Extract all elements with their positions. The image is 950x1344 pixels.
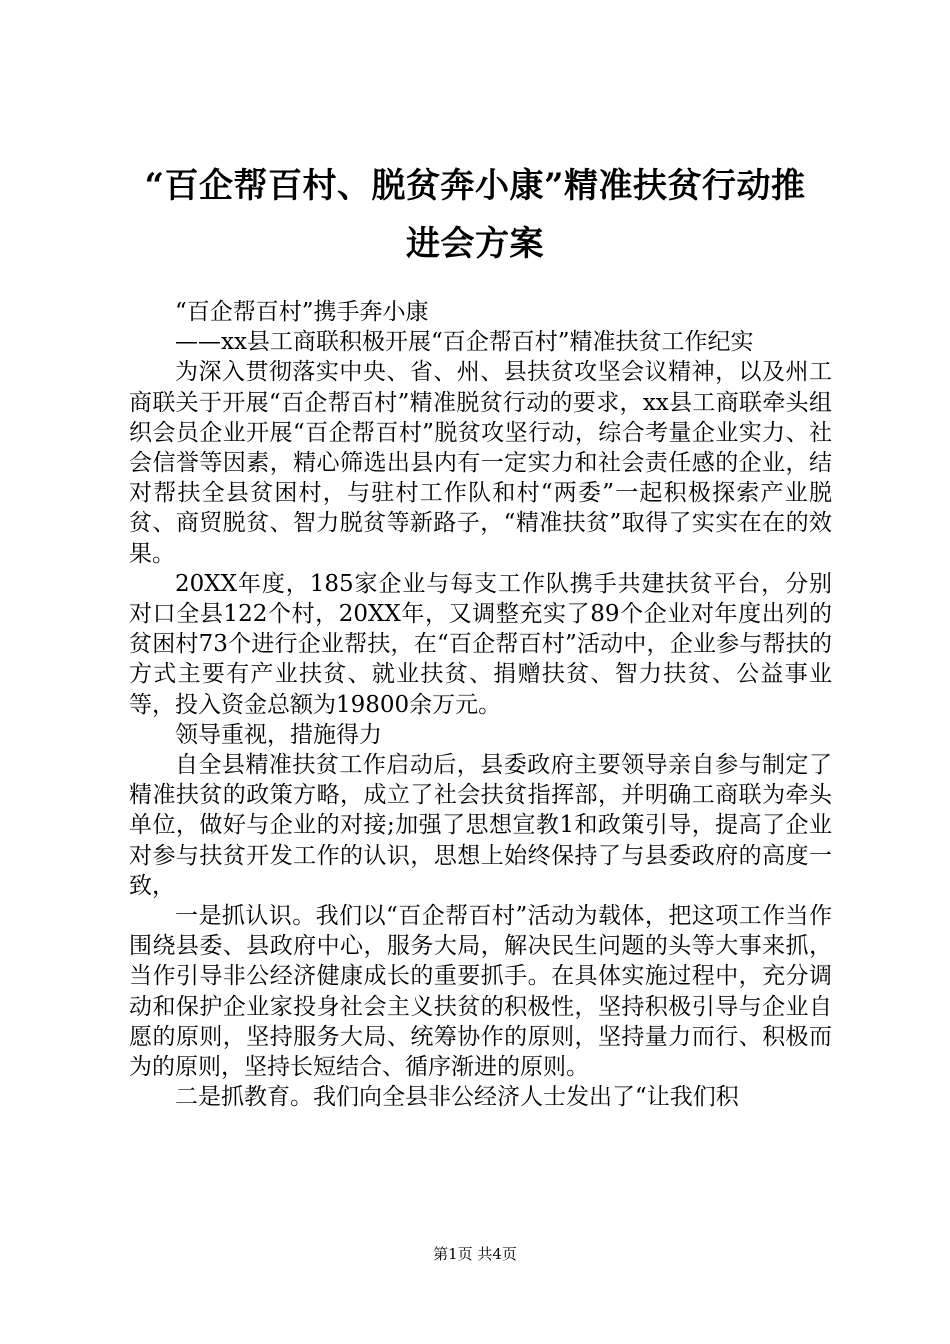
paragraph: 为深入贯彻落实中央、省、州、县扶贫攻坚会议精神，以及州工商联关于开展“百企帮百村”精准脱贫行动的要求，xx县工商联牵头组织会员企业开展“百企帮百村”脱贫攻坚行动，综合考量企业实力、社会信誉等因素，精心筛选出县内有一定实力和社会责任感的企业，结对帮扶全县贫困村，与驻村工作队和村“两委”一起积极探索产业脱贫、商贸脱贫、智力脱贫等新路子，“精准扶贫”取得了实实在在的效果。 [129,359,832,567]
subtitle-byline: ——xx县工商联积极开展“百企帮百村”精准扶贫工作纪实 [175,329,754,356]
title-line-2: 进会方案 [406,224,544,264]
document-body [129,297,832,1112]
paragraph: 20XX年度，185家企业与每支工作队携手共建扶贫平台，分别对口全县122个村，20XX年，又调整充实了89个企业对年度出列的贫困村73个进行企业帮扶，在“百企帮百村”活动中，企业参与帮扶的方式主要有产业扶贫、就业扶贫、捐赠扶贫、智力扶贫、公益事业等，投入资金总额为19800余万元。 [129,570,832,718]
paragraph: 二是抓教育。我们向全县非公经济人士发出了“让我们积 [175,1084,739,1111]
document-title [100,157,850,273]
subtitle: “百企帮百村”携手奔小康 [175,299,429,325]
page-number: 第1页 共4页 [433,1245,517,1263]
section-heading: 领导重视，措施得力 [175,721,382,748]
paragraph: 一是抓认识。我们以“百企帮百村”活动为载体，把这项工作当作围绕县委、县政府中心，服务大局，解决民生问题的头等大事来抓，当作引导非公经济健康成长的重要抓手。在具体实施过程中，充分调动和保护企业家投身社会主义扶贫的积极性，坚持积极引导与企业自愿的原则，坚持服务大局、统筹协作的原则，坚持量力而行、积极而为的原则，坚持长短结合、循序渐进的原则。 [129,903,832,1081]
title-line-1: “百企帮百村、脱贫奔小康”精准扶贫行动推 [144,166,806,206]
paragraph: 自全县精准扶贫工作启动后，县委政府主要领导亲自参与制定了精准扶贫的政策方略，成立了社会扶贫指挥部，并明确工商联为牵头单位，做好与企业的对接;加强了思想宣教1和政策引导，提高了企业对参与扶贫开发工作的认识，思想上始终保持了与县委政府的高度一致， [129,752,832,899]
page-footer [0,1244,950,1264]
